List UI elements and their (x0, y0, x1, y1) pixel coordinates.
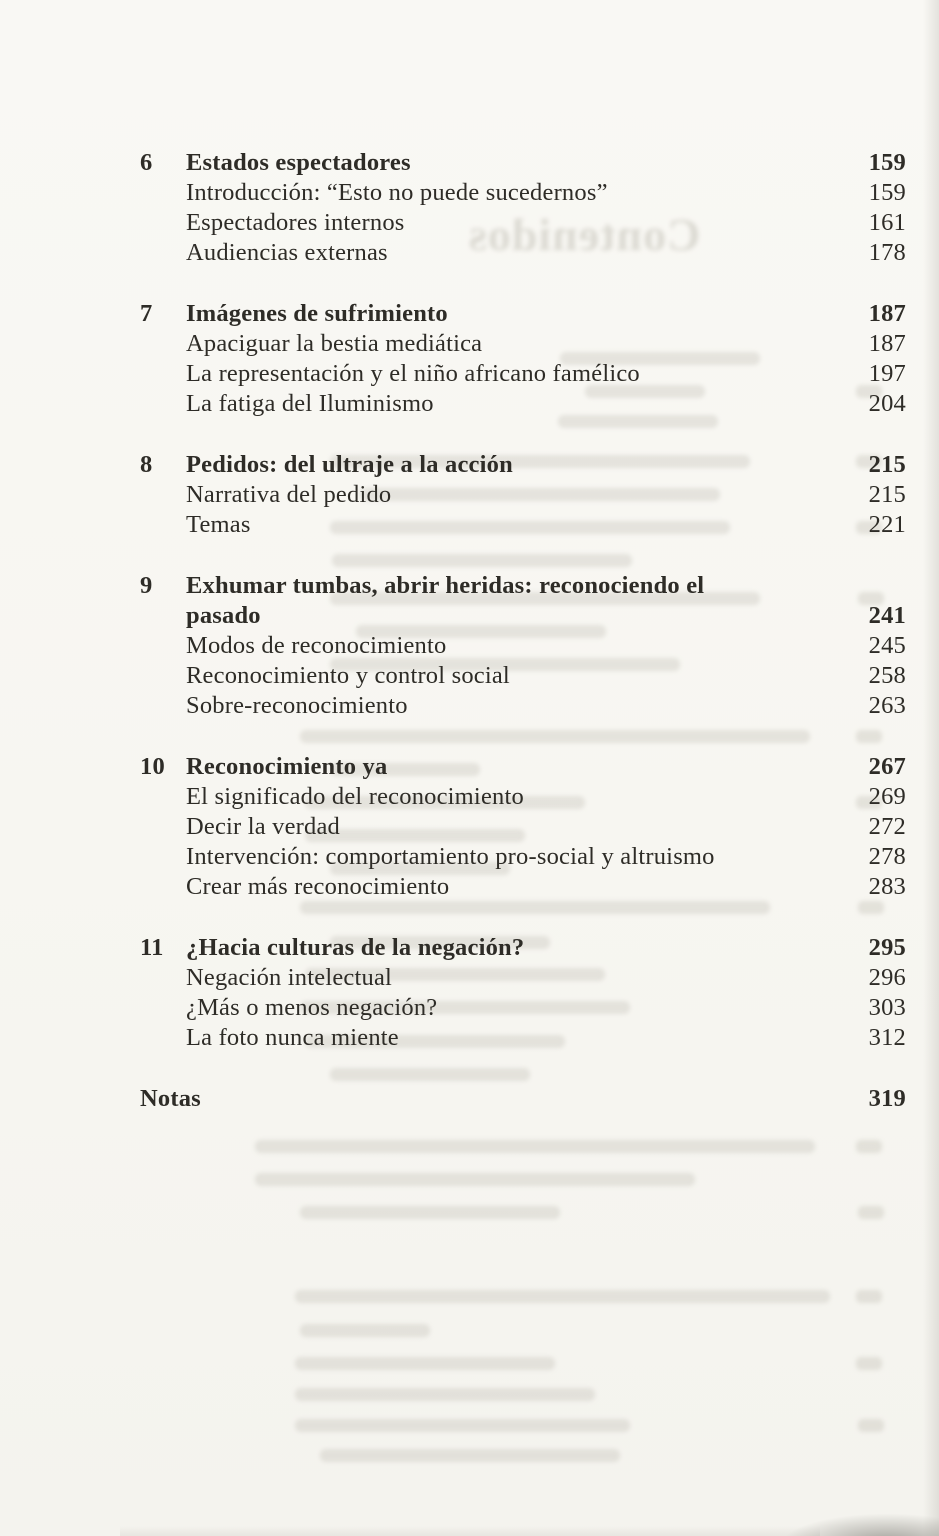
bleedthrough-line (295, 1388, 595, 1401)
table-of-contents (140, 148, 906, 1114)
section-title: Modos de reconocimiento (186, 632, 447, 659)
section-title: Reconocimiento y control social (186, 662, 510, 689)
toc-section-row (186, 208, 906, 238)
section-page-number: 197 (868, 360, 906, 387)
backmatter-page-number: 319 (868, 1085, 906, 1112)
toc-chapter-row (140, 933, 906, 963)
bleedthrough-page-number (858, 1206, 884, 1219)
chapter-title-line: ¿Hacia culturas de la negación? (186, 934, 525, 961)
toc-chapter-block (140, 148, 906, 268)
chapter-number: 6 (140, 149, 153, 176)
toc-section-row (186, 238, 906, 268)
chapter-title-line: pasado (186, 602, 261, 629)
toc-chapter-block (140, 933, 906, 1053)
bleedthrough-page-number (858, 1419, 884, 1432)
toc-section-row (186, 842, 906, 872)
section-page-number: 312 (868, 1024, 906, 1051)
toc-section-row (186, 631, 906, 661)
toc-section-row (186, 329, 906, 359)
section-page-number: 296 (868, 964, 906, 991)
section-page-number: 187 (868, 330, 906, 357)
section-title: La fatiga del Iluminismo (186, 390, 434, 417)
section-title: Espectadores internos (186, 209, 405, 236)
section-title: Audiencias externas (186, 239, 388, 266)
bleedthrough-line (320, 1449, 620, 1462)
toc-chapter-row (140, 752, 906, 782)
section-page-number: 159 (868, 179, 906, 206)
toc-section-row (186, 480, 906, 510)
chapter-title-line: Estados espectadores (186, 149, 411, 176)
toc-section-row (186, 993, 906, 1023)
toc-chapter-block (140, 450, 906, 540)
chapter-number: 8 (140, 451, 153, 478)
toc-backmatter-row (140, 1084, 906, 1114)
section-title: Introducción: “Esto no puede sucedernos” (186, 179, 608, 206)
chapter-title-line: Imágenes de sufrimiento (186, 300, 448, 327)
section-title: Intervención: comportamiento pro-social y altruismo (186, 843, 715, 870)
bleedthrough-line (300, 1206, 560, 1219)
toc-section-row (186, 661, 906, 691)
bleedthrough-line (255, 1140, 815, 1153)
toc-section-row (186, 782, 906, 812)
chapter-page-number: 215 (868, 451, 906, 478)
section-title: Narrativa del pedido (186, 481, 392, 508)
chapter-title (186, 450, 869, 480)
section-title: Temas (186, 511, 251, 538)
section-page-number: 204 (868, 390, 906, 417)
chapter-number: 9 (140, 572, 153, 599)
section-page-number: 269 (868, 783, 906, 810)
section-title: La foto nunca miente (186, 1024, 399, 1051)
toc-section-row (186, 872, 906, 902)
section-page-number: 161 (868, 209, 906, 236)
section-page-number: 263 (868, 692, 906, 719)
chapter-number: 7 (140, 300, 153, 327)
bleedthrough-line (300, 1324, 430, 1337)
bleedthrough-title: Contenidos (468, 209, 701, 260)
section-page-number: 245 (868, 632, 906, 659)
chapter-number: 11 (140, 934, 164, 961)
section-title: ¿Más o menos negación? (186, 994, 438, 1021)
toc-chapter-row (140, 450, 906, 480)
toc-section-row (186, 389, 906, 419)
bleedthrough-page-number (856, 1357, 882, 1370)
section-page-number: 283 (868, 873, 906, 900)
bleedthrough-line (295, 1290, 830, 1303)
toc-chapter-row (140, 299, 906, 329)
section-title: La representación y el niño africano famélico (186, 360, 640, 387)
toc-chapter-row (140, 148, 906, 178)
section-page-number: 272 (868, 813, 906, 840)
chapter-page-number: 295 (868, 934, 906, 961)
toc-section-row (186, 510, 906, 540)
chapter-page-number: 267 (868, 753, 906, 780)
section-title: El significado del reconocimiento (186, 783, 524, 810)
chapter-title (186, 148, 869, 178)
bleedthrough-page-number (856, 1140, 882, 1153)
toc-section-row (186, 963, 906, 993)
chapter-title (186, 571, 869, 631)
chapter-title-line: Exhumar tumbas, abrir heridas: reconociendo el (186, 572, 705, 599)
section-title: Sobre-reconocimiento (186, 692, 408, 719)
section-page-number: 178 (868, 239, 906, 266)
toc-chapter-block (140, 571, 906, 721)
section-title: Crear más reconocimiento (186, 873, 450, 900)
toc-section-row (186, 178, 906, 208)
chapter-number: 10 (140, 753, 165, 780)
chapter-title (186, 933, 869, 963)
bleedthrough-line (295, 1357, 555, 1370)
bleedthrough-line (295, 1419, 630, 1432)
section-page-number: 215 (868, 481, 906, 508)
bleedthrough-page-number (856, 1290, 882, 1303)
chapter-title-line: Reconocimiento ya (186, 753, 388, 780)
chapter-title (186, 299, 869, 329)
section-page-number: 278 (868, 843, 906, 870)
section-title: Negación intelectual (186, 964, 393, 991)
chapter-title-line: Pedidos: del ultraje a la acción (186, 451, 513, 478)
toc-chapter-row (140, 571, 906, 631)
chapter-page-number: 159 (868, 149, 906, 176)
toc-section-row (186, 1023, 906, 1053)
bottom-shadow (120, 1526, 820, 1536)
page-edge-shadow (923, 0, 939, 1536)
section-page-number: 258 (868, 662, 906, 689)
backmatter-label: Notas (140, 1085, 201, 1112)
chapter-title (186, 752, 869, 782)
toc-chapter-block (140, 299, 906, 419)
section-page-number: 221 (868, 511, 906, 538)
section-page-number: 303 (868, 994, 906, 1021)
section-title: Apaciguar la bestia mediática (186, 330, 483, 357)
toc-chapter-block (140, 752, 906, 902)
toc-section-row (186, 359, 906, 389)
section-title: Decir la verdad (186, 813, 340, 840)
toc-section-row (186, 691, 906, 721)
toc-chapter-list (140, 148, 906, 1053)
chapter-page-number: 241 (868, 602, 906, 629)
chapter-page-number: 187 (868, 300, 906, 327)
toc-section-row (186, 812, 906, 842)
bleedthrough-line (255, 1173, 695, 1186)
